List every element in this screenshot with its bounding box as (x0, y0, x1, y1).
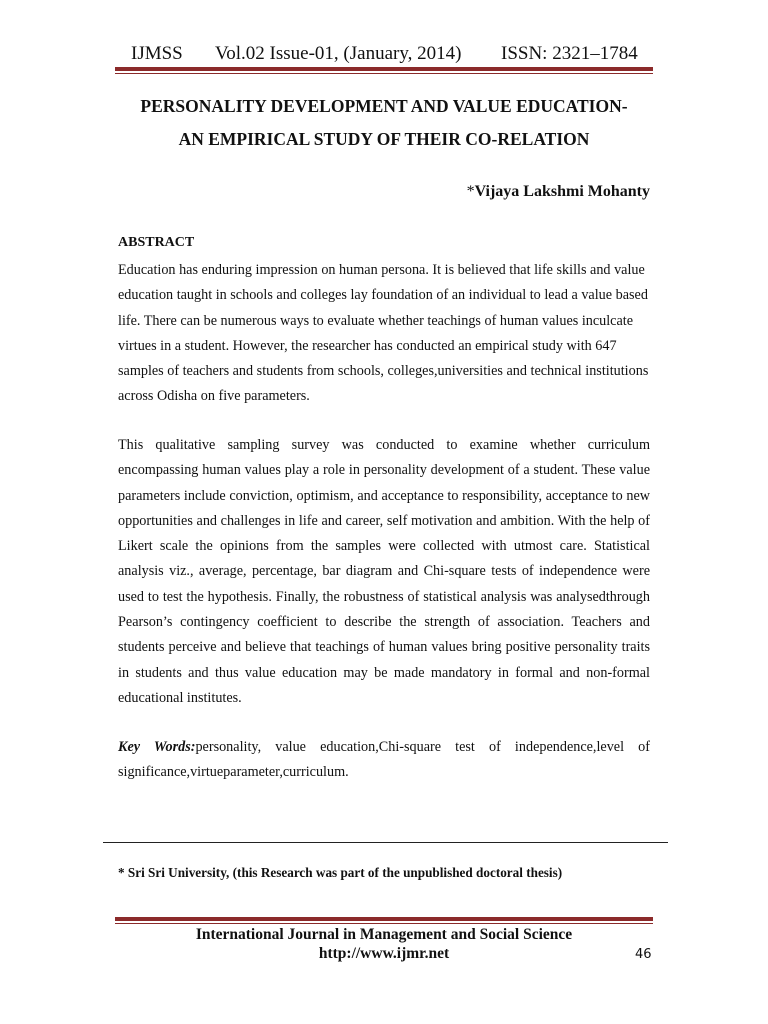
footer-journal-name: International Journal in Management and Social Science (195, 926, 573, 943)
abstract-heading: ABSTRACT (118, 235, 195, 250)
title-line-1: PERSONALITY DEVELOPMENT AND VALUE EDUCATION- (140, 96, 628, 116)
keywords-text: personality, value education,Chi-square test of independence,level of significance,virtueparameter,curriculum. (118, 739, 650, 781)
author-line (467, 181, 650, 203)
footnote: * Sri Sri University, (this Research was part of the unpublished doctoral thesis) (118, 865, 563, 880)
footer-url[interactable]: http://www.ijmr.net (318, 945, 450, 962)
article-title (100, 90, 668, 156)
page-number: 46 (635, 947, 652, 962)
footer-rule-thick (115, 917, 653, 921)
header-rule-thin (115, 73, 653, 74)
header-rule-thick (115, 67, 653, 71)
author-name: Vijaya Lakshmi Mohanty (474, 183, 650, 200)
header-volume: Vol.02 Issue-01, (January, 2014) (215, 43, 462, 64)
author-marker: * (466, 183, 475, 200)
keywords-paragraph (118, 735, 650, 786)
header-issn: ISSN: 2321–1784 (501, 43, 638, 64)
header-journal: IJMSS (131, 43, 183, 64)
keywords-label: Key Words: (118, 739, 196, 755)
abstract-paragraph-2: This qualitative sampling survey was conducted to examine whether curriculum encompassing human values play a role in personality development of a student. These value parameters include conviction, optimism, and acceptance to responsibility, acceptance to new opportunities and challenges in life and career, self motivation and ambition. With the help of Likert scale the opinions from the samples were collected with utmost care. Statistical analysis viz., average, percentage, bar diagram and Chi-square tests of independence were used to test the hypothesis. Finally, the robustness of statistical analysis was analysedthrough Pearson’s contingency coefficient to describe the strength of association. Teachers and students perceive and believe that teachings of human values bring positive personality traits in students and thus value education may be made mandatory in formal and non-formal educational institutes. (118, 437, 650, 706)
footnote-divider (103, 842, 668, 843)
abstract-paragraph-1: Education has enduring impression on human persona. It is believed that life skills and value education taught in schools and colleges lay foundation of an individual to lead a value based life. There can be numerous ways to evaluate whether teachings of human values inculcate virtues in a student. However, the researcher has conducted an empirical study with 647 samples of teachers and students from schools, colleges,universities and technical institutions across Odisha on five parameters. (118, 262, 649, 405)
title-line-2: AN EMPIRICAL STUDY OF THEIR CO-RELATION (178, 129, 590, 149)
footer-rule-thin (115, 923, 653, 924)
